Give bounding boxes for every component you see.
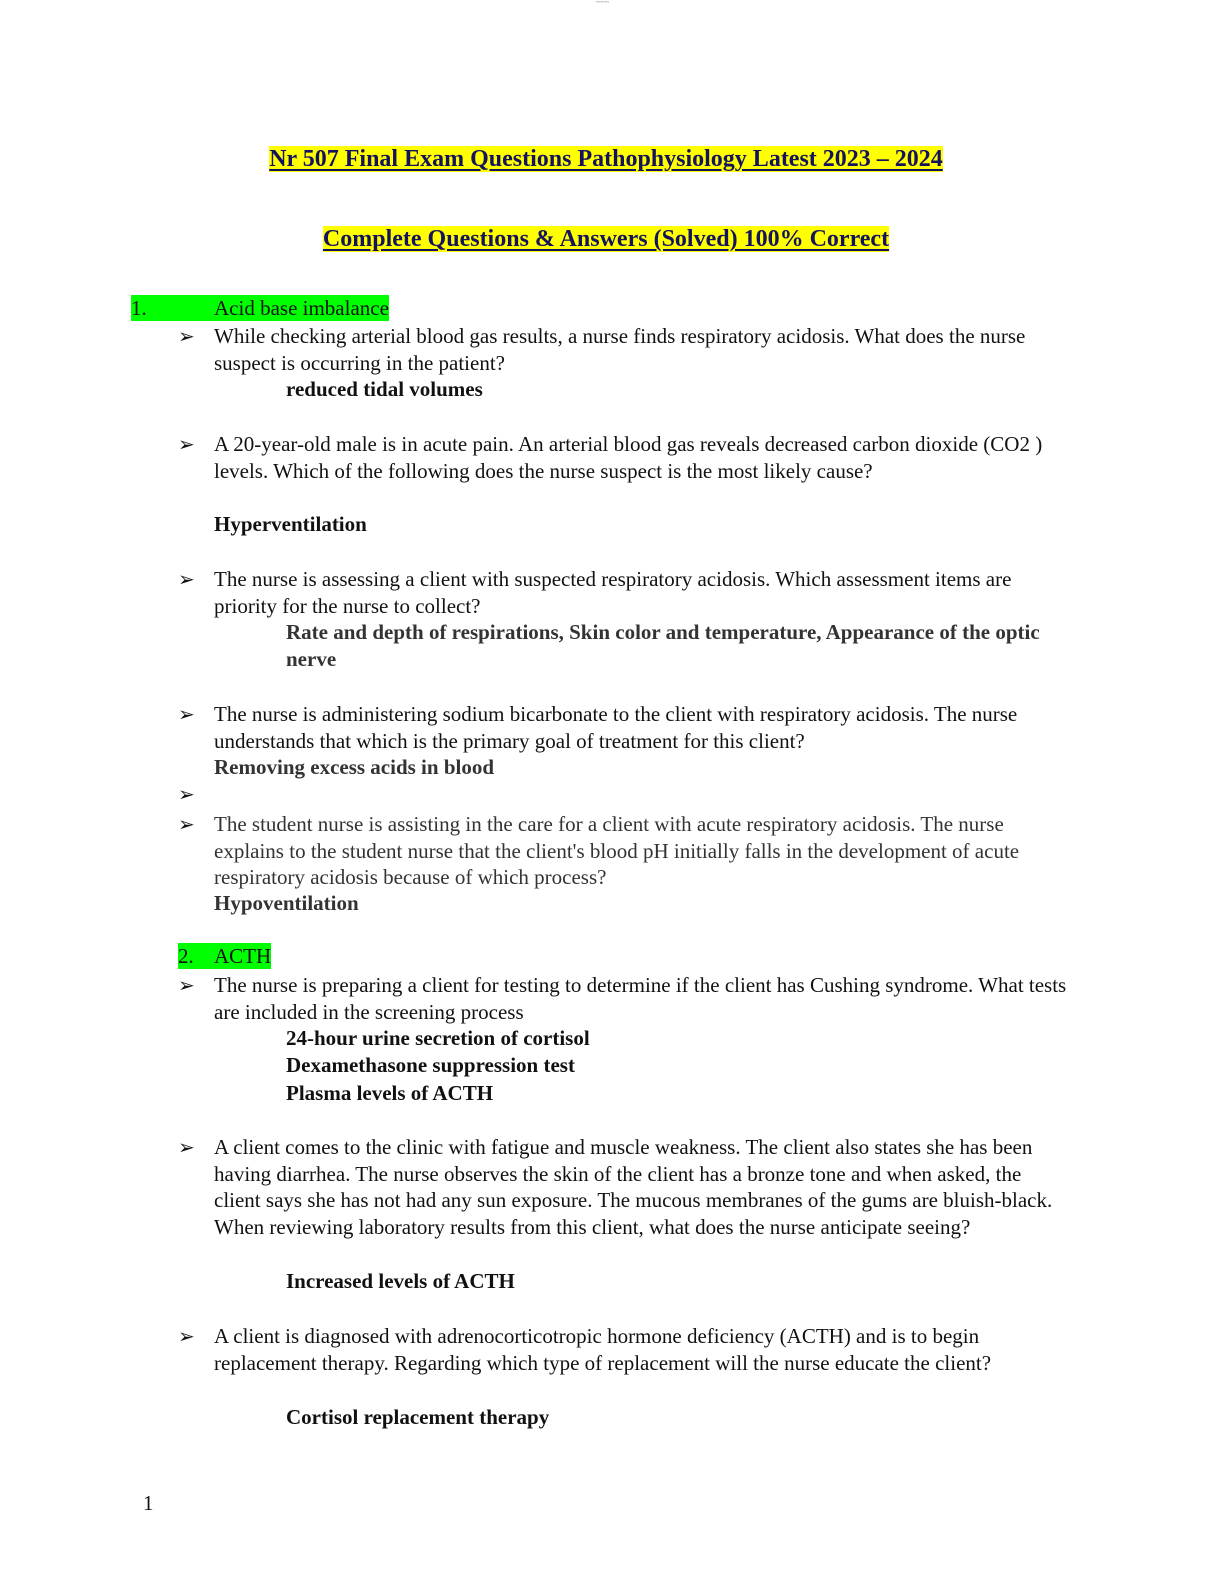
answer-text: Removing excess acids in blood: [214, 755, 495, 779]
header-mark: ~~~~: [596, 0, 609, 6]
answer-text: Hyperventilation: [214, 512, 367, 536]
bullet-arrow-icon: ➢: [178, 569, 195, 591]
question-text: The student nurse is assisting in the care for a client with acute respiratory acidosis. The nurse explains to the student nurse that the client's blood pH initially falls in the development of acute respiratory acidosis because of which process?: [214, 812, 1020, 889]
answer-text: 24-hour urine secretion of cortisol: [286, 1026, 590, 1050]
question-text: While checking arterial blood gas results, a nurse finds respiratory acidosis. What does the nurse suspect is occurring in the patient?: [214, 324, 1026, 375]
answer-text: Increased levels of ACTH: [286, 1269, 515, 1293]
question-text: A client is diagnosed with adrenocorticotropic hormone deficiency (ACTH) and is to begin replacement therapy. Regarding which type of replacement will the nurse educate the client?: [214, 1324, 992, 1375]
question-text: The nurse is administering sodium bicarbonate to the client with respiratory acidosis. The nurse understands that which is the primary goal of treatment for this client?: [214, 702, 1018, 753]
section-number: 2.: [178, 943, 214, 969]
answer-text: reduced tidal volumes: [286, 377, 483, 401]
bullet-arrow-icon: ➢: [178, 1137, 195, 1159]
answer-text: Rate and depth of respirations, Skin color and temperature, Appearance of the optic nerve: [286, 620, 1040, 671]
bullet-arrow-icon: ➢: [178, 784, 195, 806]
section-label: ACTH: [214, 944, 272, 968]
answer-text: Cortisol replacement therapy: [286, 1405, 550, 1429]
page-title: [0, 145, 1212, 173]
page-subtitle-text: Complete Questions & Answers (Solved) 100% Correct: [322, 226, 890, 252]
bullet-arrow-icon: ➢: [178, 975, 195, 997]
answer-text: Hypoventilation: [214, 891, 359, 915]
answer-text: Dexamethasone suppression test: [286, 1053, 575, 1077]
answer-text: Plasma levels of ACTH: [286, 1081, 494, 1105]
section-number: 1.: [131, 295, 214, 321]
bullet-arrow-icon: ➢: [178, 1326, 195, 1348]
question-text: The nurse is assessing a client with suspected respiratory acidosis. Which assessment items are priority for the nurse to collect?: [214, 567, 1012, 618]
bullet-arrow-icon: ➢: [178, 704, 195, 726]
page-subtitle: [0, 225, 1212, 253]
question-text: The nurse is preparing a client for testing to determine if the client has Cushing syndrome. What tests are included in the screening process: [214, 973, 1067, 1024]
page-number: 1: [143, 1491, 154, 1515]
page-title-text: Nr 507 Final Exam Questions Pathophysiology Latest 2023 – 2024: [269, 146, 943, 172]
bullet-arrow-icon: ➢: [178, 326, 195, 348]
bullet-arrow-icon: ➢: [178, 814, 195, 836]
bullet-arrow-icon: ➢: [178, 434, 195, 456]
question-text: A client comes to the clinic with fatigue and muscle weakness. The client also states she has been having diarrhea. The nurse observes the skin of the client has a bronze tone and when asked, the client says she has not had any sun exposure. The mucous membranes of the gums are bluish-black. When reviewing laboratory results from this client, what does the nurse anticipate seeing?: [214, 1135, 1053, 1239]
question-text: A 20-year-old male is in acute pain. An arterial blood gas reveals decreased carbon dioxide (CO2 ) levels. Which of the following does the nurse suspect is the most likely cause?: [214, 432, 1043, 483]
section-label: Acid base imbalance: [214, 296, 389, 320]
